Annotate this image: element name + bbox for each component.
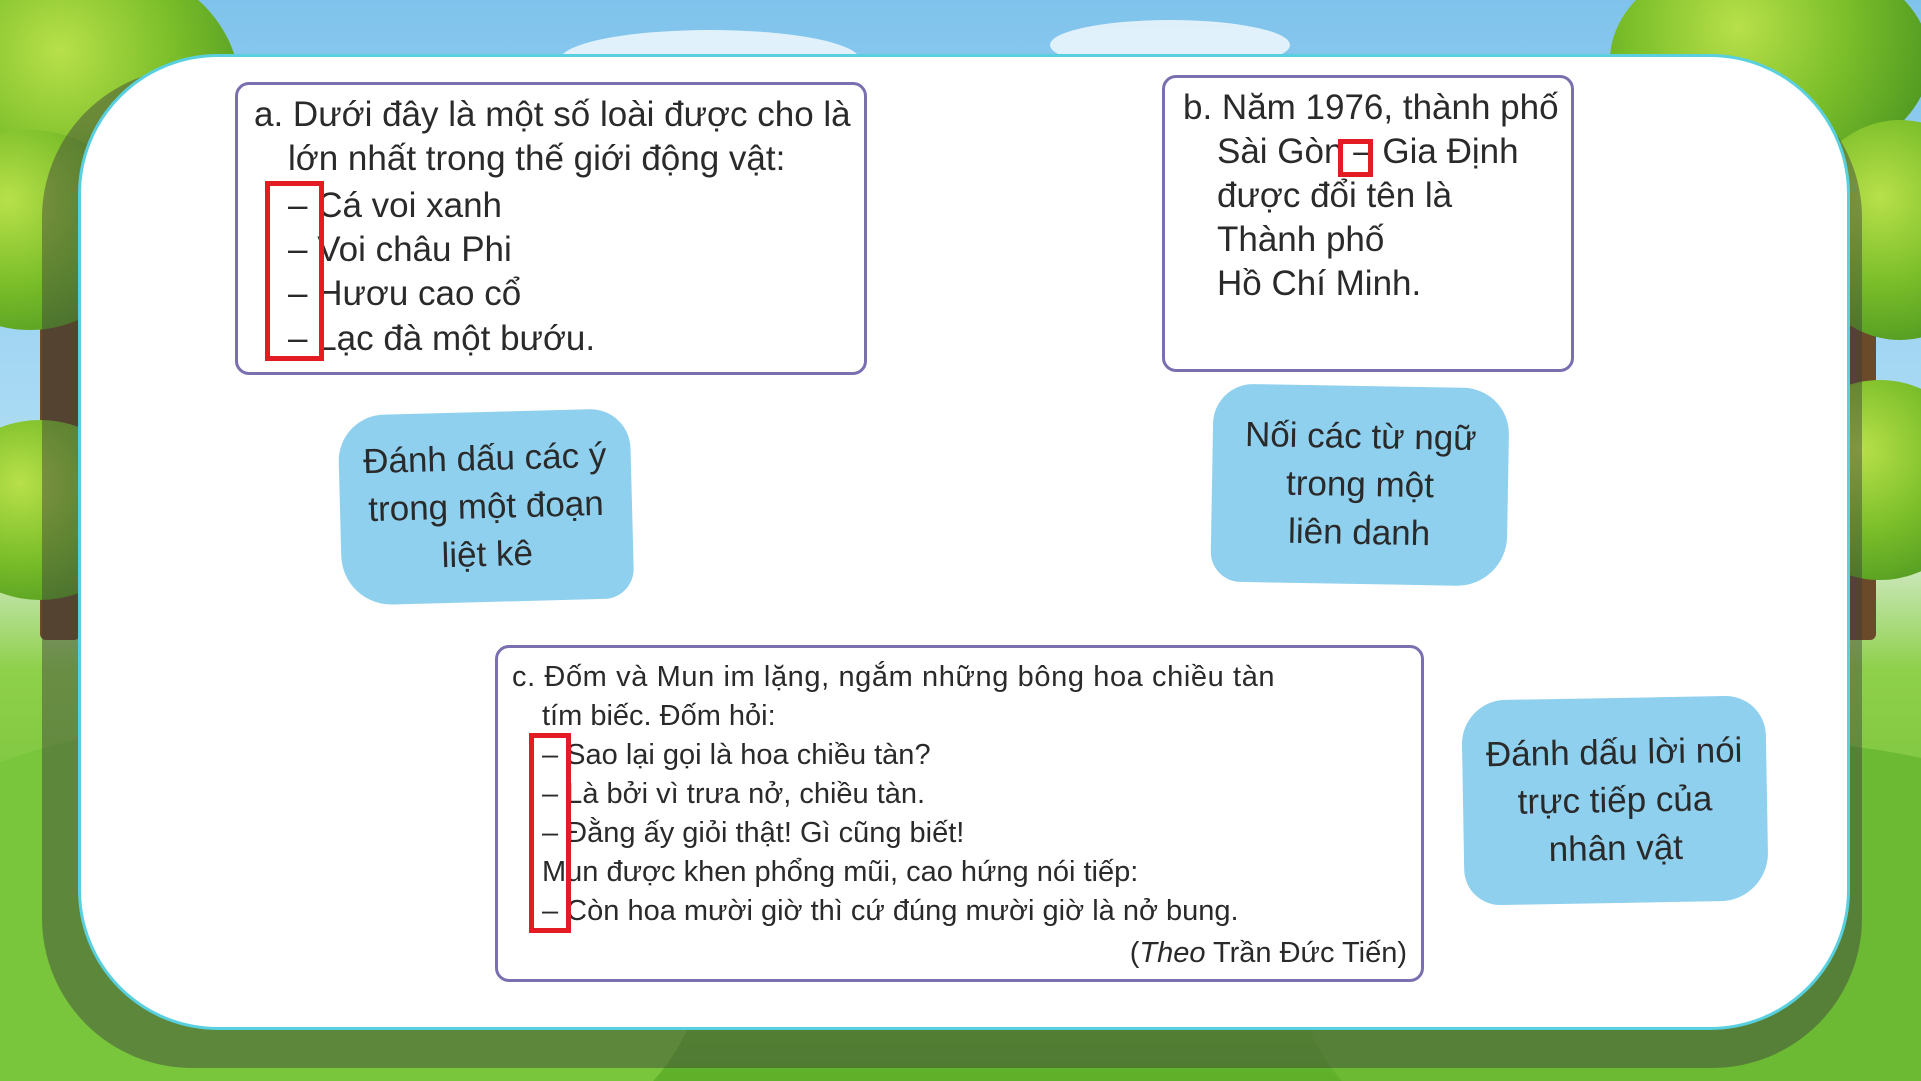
highlight-dashes-a <box>265 181 324 361</box>
example-box-c <box>495 645 1424 982</box>
box-c-dialogue-2: – Là bởi vì trưa nở, chiều tàn. <box>542 778 926 810</box>
box-b-line-3: được đổi tên là <box>1217 176 1453 215</box>
label-bubble-joined-names <box>1210 383 1509 586</box>
box-b-line-1: b. Năm 1976, thành phố <box>1183 88 1559 127</box>
box-a-list-item-4: – Lạc đà một bướu. <box>288 319 596 358</box>
box-a-list-item-1: – Cá voi xanh <box>288 186 503 225</box>
bubble-2-line-2: trong một <box>1285 463 1435 506</box>
bubble-3-line-3: nhân vật <box>1548 827 1684 869</box>
highlight-dashes-c <box>529 733 571 933</box>
box-a-list-item-2: – Voi châu Phi <box>288 230 512 269</box>
example-box-b <box>1162 75 1574 372</box>
box-b-line-4: Thành phố <box>1217 220 1385 259</box>
example-box-a <box>235 82 867 375</box>
label-bubble-direct-speech <box>1461 695 1769 905</box>
bubble-3-line-2: trực tiếp của <box>1517 778 1713 822</box>
box-c-narration: Mun được khen phổng mũi, cao hứng nói tiếp: <box>542 856 1139 888</box>
bubble-3-line-1: Đánh dấu lời nói <box>1485 730 1743 774</box>
label-bubble-list-items <box>338 408 635 606</box>
box-c-line-2: tím biếc. Đốm hỏi: <box>542 700 776 732</box>
bubble-1-line-2: trong một đoạn <box>367 483 605 530</box>
box-a-list-item-3: – Hươu cao cổ <box>288 274 522 313</box>
box-b-line-2: Sài Gòn – Gia Định <box>1217 132 1519 171</box>
bubble-1-line-1: Đánh dấu các ý <box>362 435 607 482</box>
bubble-2-line-1: Nối các từ ngữ <box>1244 414 1477 459</box>
box-c-line-1: c. Đốm và Mun im lặng, ngắm những bông hoa chiều tàn <box>512 661 1276 693</box>
box-c-dialogue-4: – Còn hoa mười giờ thì cứ đúng mười giờ là nở bung. <box>542 895 1239 927</box>
highlight-dash-b <box>1338 139 1373 177</box>
box-a-line-2: lớn nhất trong thế giới động vật: <box>288 139 786 178</box>
box-c-dialogue-1: – Sao lại gọi là hoa chiều tàn? <box>542 739 931 771</box>
bubble-1-line-3: liệt kê <box>441 533 534 576</box>
box-c-source: (Theo Trần Đức Tiến) <box>1129 937 1407 969</box>
bubble-2-line-3: liên danh <box>1287 511 1431 554</box>
box-b-line-5: Hồ Chí Minh. <box>1217 264 1422 303</box>
box-a-line-1: a. Dưới đây là một số loài được cho là <box>254 95 851 134</box>
box-c-dialogue-3: – Đằng ấy giỏi thật! Gì cũng biết! <box>542 817 965 849</box>
